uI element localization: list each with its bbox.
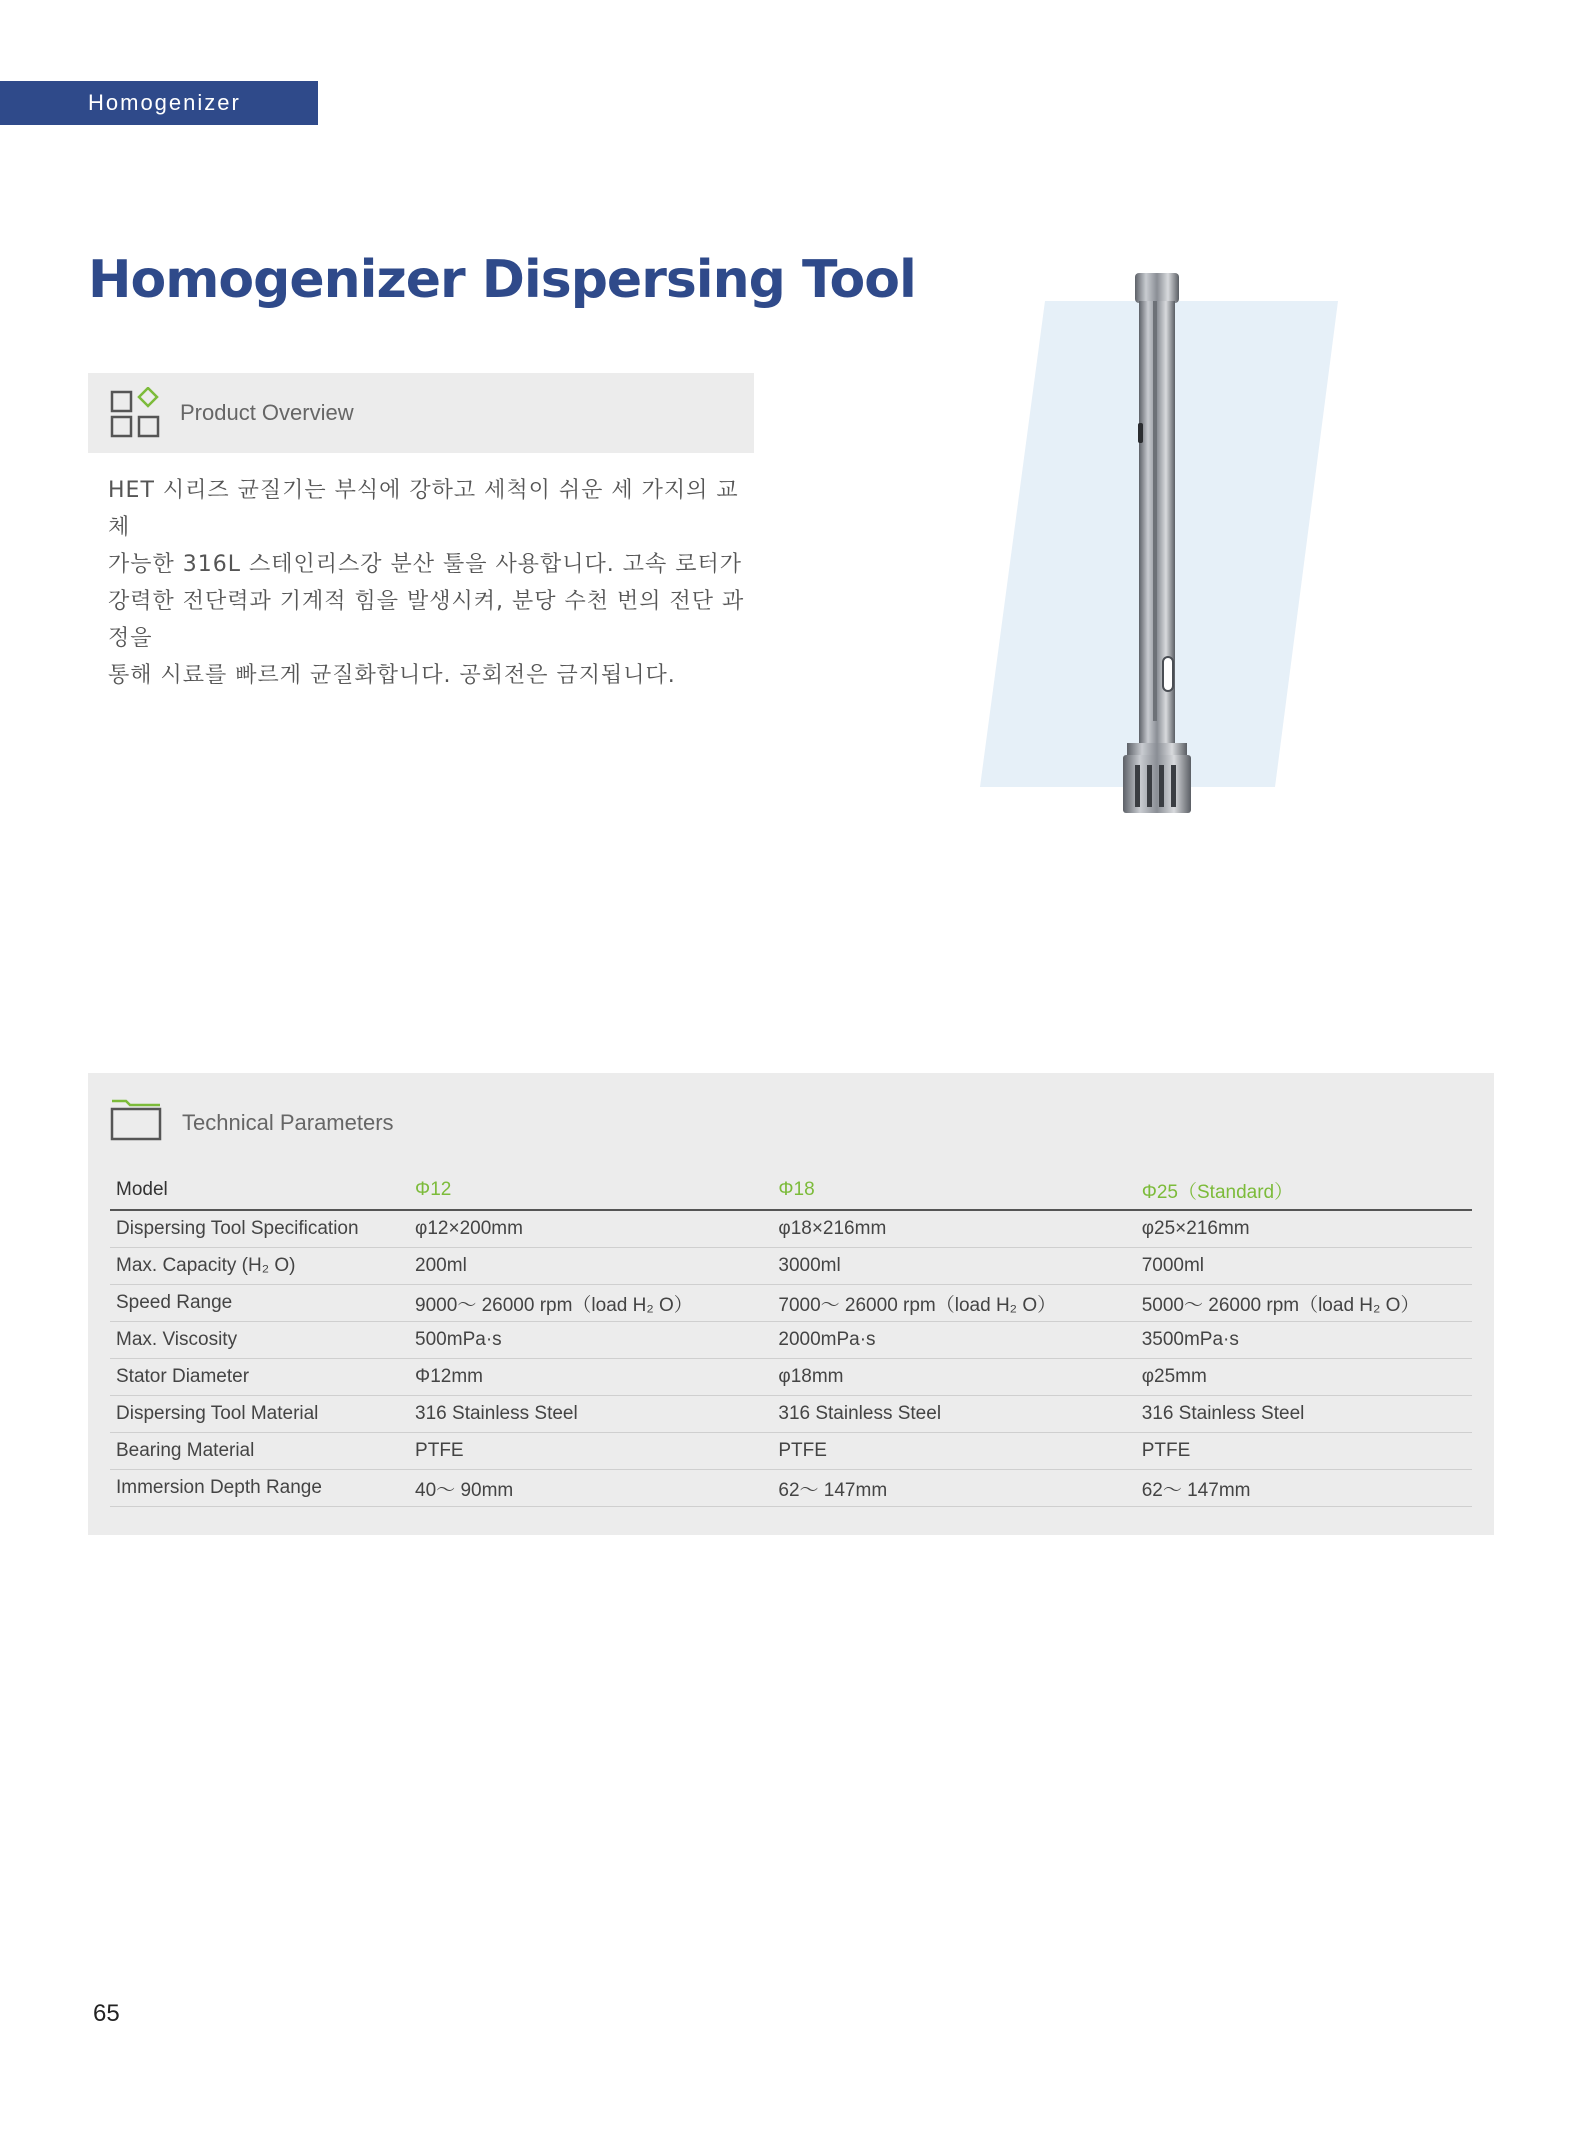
technical-parameters-header	[110, 1097, 394, 1149]
table-row	[110, 1470, 1472, 1507]
row-label: Immersion Depth Range	[110, 1470, 409, 1507]
table-cell: φ25×216mm	[1136, 1210, 1472, 1248]
table-cell: 3000ml	[772, 1248, 1135, 1285]
product-overview-header	[88, 373, 754, 453]
table-cell: 62～ 147mm	[1136, 1470, 1472, 1507]
table-cell: φ25mm	[1136, 1359, 1472, 1396]
table-header-row	[110, 1171, 1472, 1210]
table-row	[110, 1359, 1472, 1396]
row-label: Max. Viscosity	[110, 1322, 409, 1359]
overview-line: 통해 시료를 빠르게 균질화합니다. 공회전은 금지됩니다.	[108, 663, 676, 688]
table-cell: 500mPa·s	[409, 1322, 772, 1359]
table-cell: 9000～ 26000 rpm（load H₂ O）	[409, 1285, 772, 1322]
table-cell: 7000ml	[1136, 1248, 1472, 1285]
table-cell: 316 Stainless Steel	[409, 1396, 772, 1433]
table-cell: 2000mPa·s	[772, 1322, 1135, 1359]
table-cell: 316 Stainless Steel	[1136, 1396, 1472, 1433]
parameters-table	[110, 1171, 1472, 1507]
table-cell: φ12×200mm	[409, 1210, 772, 1248]
table-cell: φ18×216mm	[772, 1210, 1135, 1248]
dispersing-tool-image	[975, 265, 1345, 825]
folder-icon	[110, 1097, 162, 1149]
row-label: Bearing Material	[110, 1433, 409, 1470]
product-overview-label: Product Overview	[180, 400, 354, 425]
table-row	[110, 1285, 1472, 1322]
row-label: Max. Capacity (H₂ O)	[110, 1248, 409, 1285]
table-cell: PTFE	[1136, 1433, 1472, 1470]
overview-line: 가능한 316L 스테인리스강 분산 툴을 사용합니다. 고속 로터가	[108, 552, 742, 577]
section-tag: Homogenizer	[0, 81, 318, 125]
table-cell: 7000～ 26000 rpm（load H₂ O）	[772, 1285, 1135, 1322]
table-cell: 3500mPa·s	[1136, 1322, 1472, 1359]
grid-icon	[110, 387, 162, 439]
table-row	[110, 1433, 1472, 1470]
row-label: Speed Range	[110, 1285, 409, 1322]
table-cell: PTFE	[409, 1433, 772, 1470]
table-cell: 200ml	[409, 1248, 772, 1285]
page-title: Homogenizer Dispersing Tool	[88, 250, 916, 310]
column-header: Model	[110, 1171, 409, 1210]
page-number: 65	[93, 2000, 120, 2027]
overview-text	[108, 472, 748, 694]
table-row	[110, 1322, 1472, 1359]
row-label: Stator Diameter	[110, 1359, 409, 1396]
overview-line: HET 시리즈 균질기는 부식에 강하고 세척이 쉬운 세 가지의 교체	[108, 478, 739, 540]
table-row	[110, 1248, 1472, 1285]
technical-parameters-label: Technical Parameters	[182, 1110, 394, 1135]
table-cell: PTFE	[772, 1433, 1135, 1470]
table-row	[110, 1210, 1472, 1248]
row-label: Dispersing Tool Material	[110, 1396, 409, 1433]
table-cell: 40～ 90mm	[409, 1470, 772, 1507]
table-cell: Φ12mm	[409, 1359, 772, 1396]
column-header: Φ25（Standard）	[1136, 1171, 1472, 1210]
overview-line: 강력한 전단력과 기계적 힘을 발생시켜, 분당 수천 번의 전단 과정을	[108, 589, 745, 651]
table-row	[110, 1396, 1472, 1433]
row-label: Dispersing Tool Specification	[110, 1210, 409, 1248]
table-cell: 5000～ 26000 rpm（load H₂ O）	[1136, 1285, 1472, 1322]
column-header: Φ18	[772, 1171, 1135, 1210]
table-cell: φ18mm	[772, 1359, 1135, 1396]
table-cell: 316 Stainless Steel	[772, 1396, 1135, 1433]
technical-parameters-panel	[88, 1073, 1494, 1535]
column-header: Φ12	[409, 1171, 772, 1210]
table-cell: 62～ 147mm	[772, 1470, 1135, 1507]
